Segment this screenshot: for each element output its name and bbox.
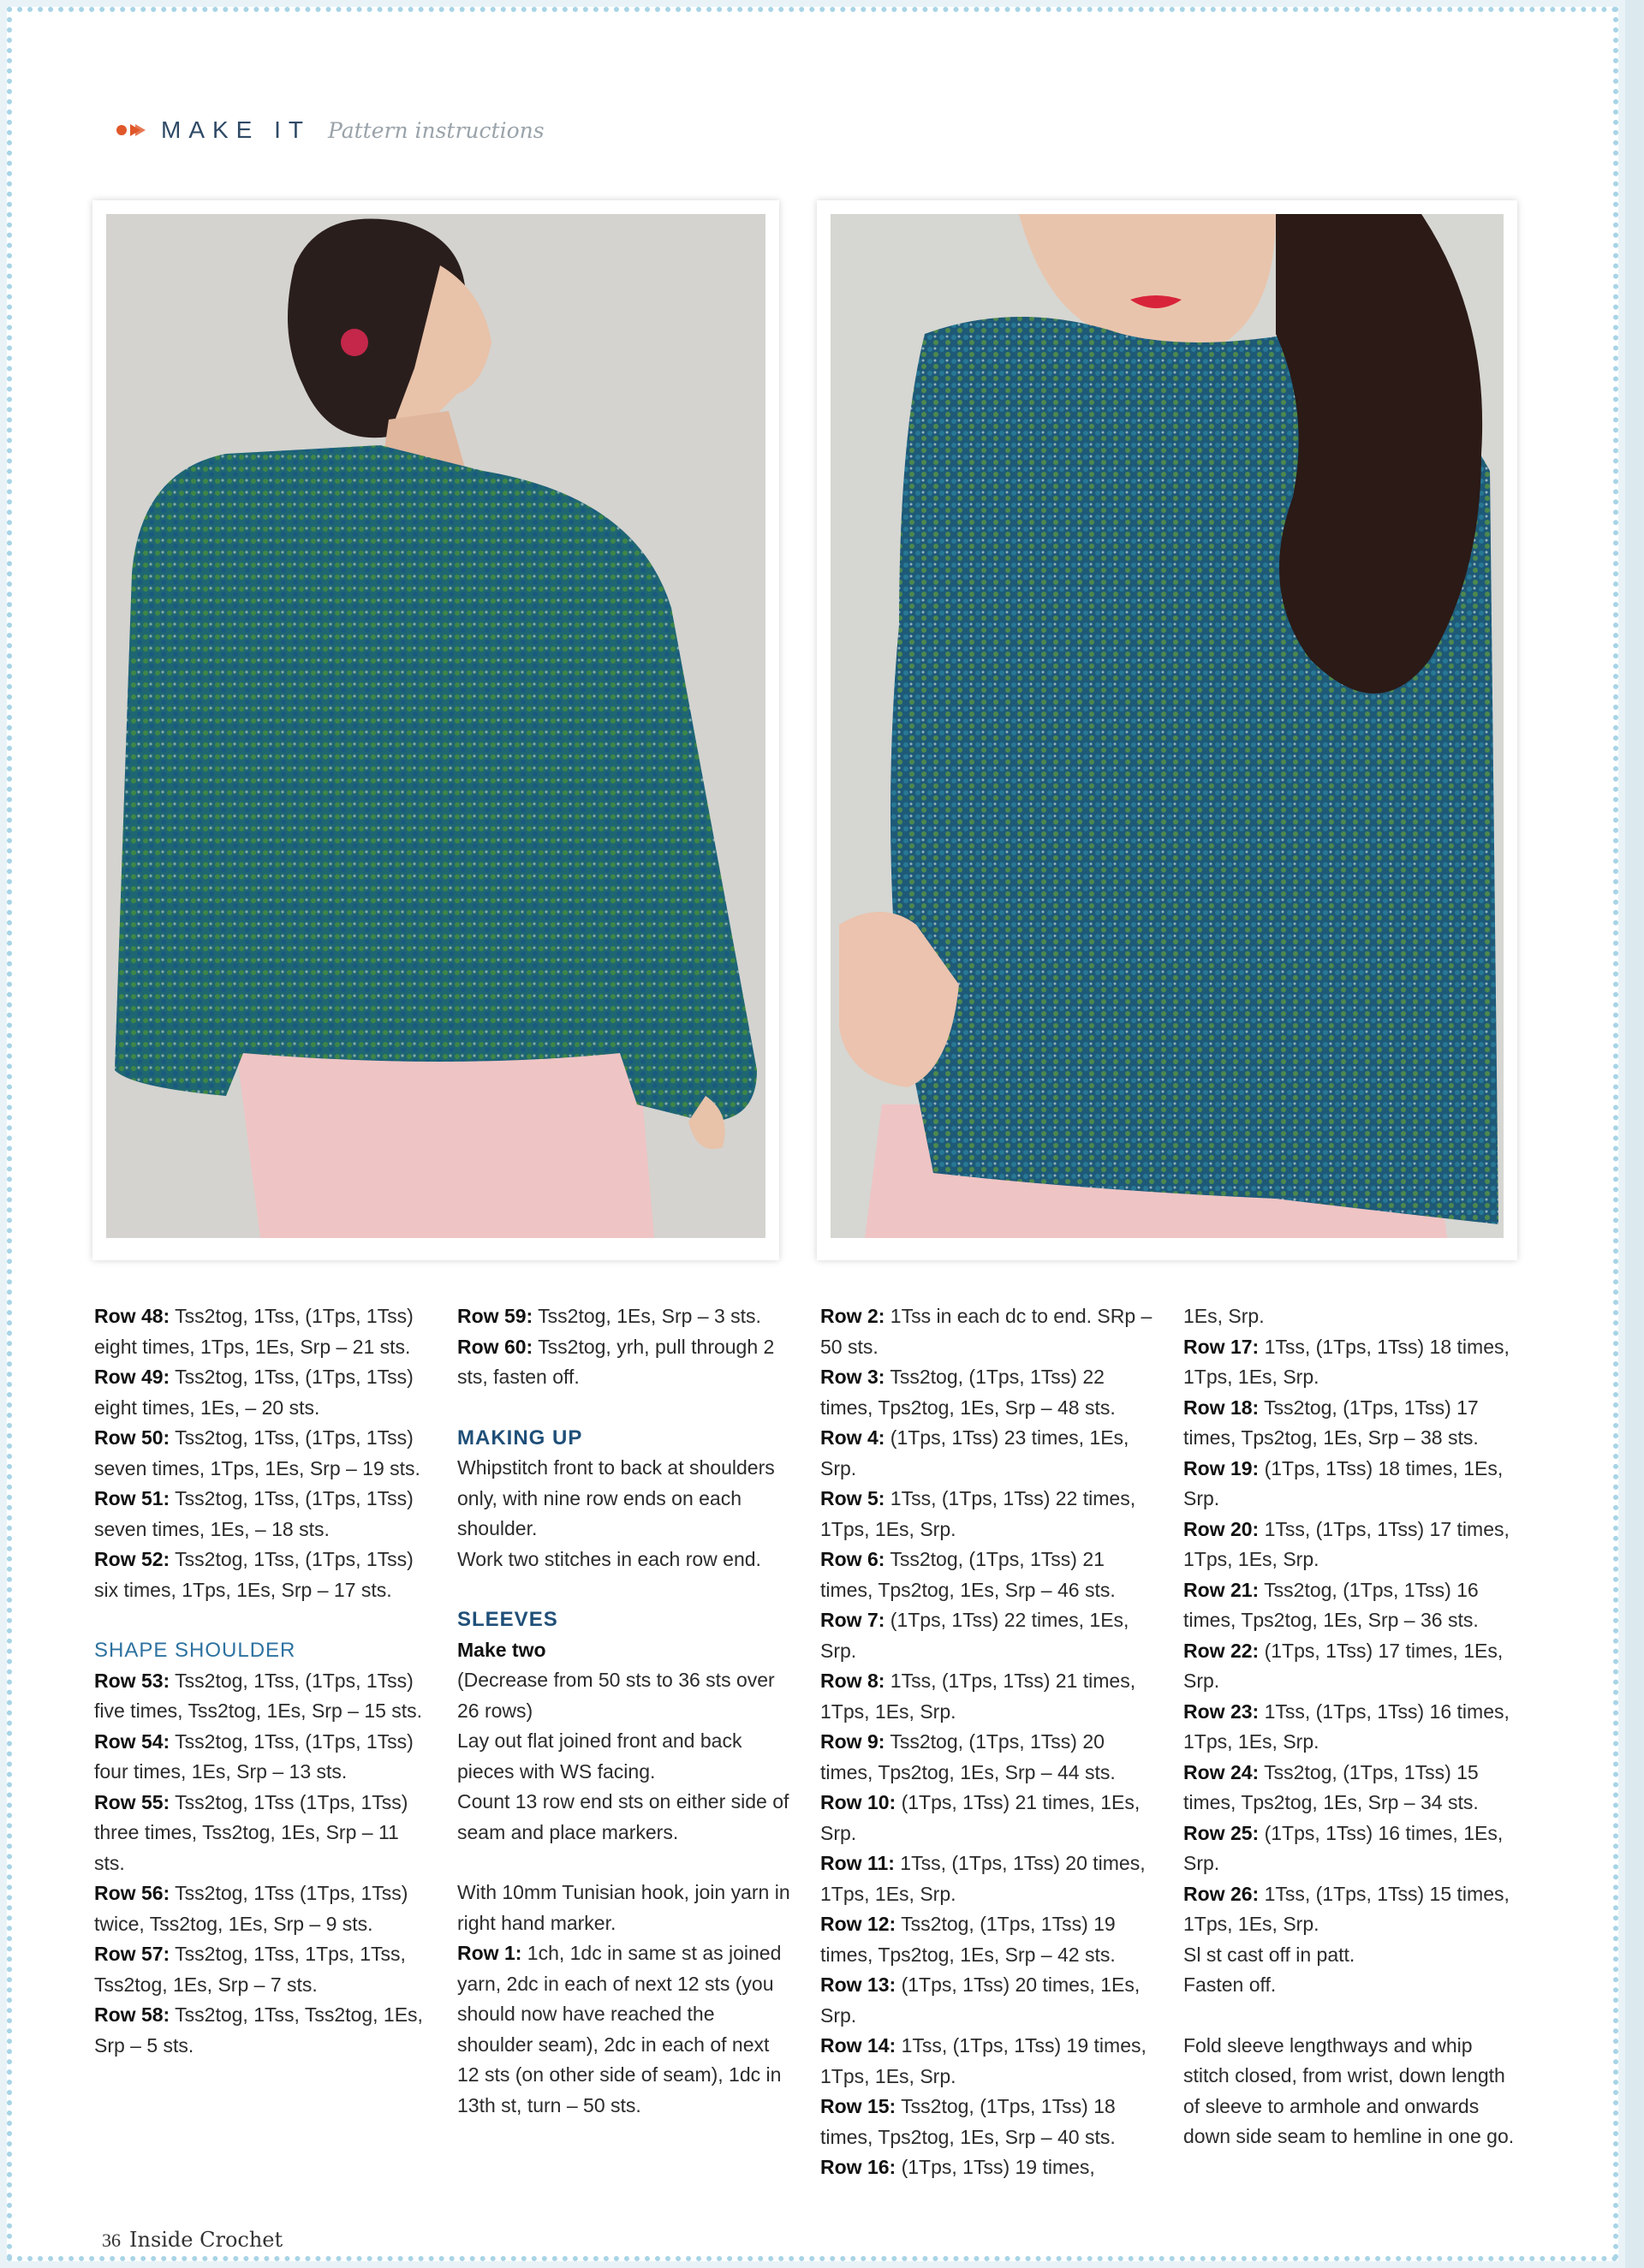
row-text: Tss2tog, 1Tss, 1Tps, 1Tss, Tss2tog, 1Es, Srp – 7 sts. xyxy=(94,1943,406,1996)
row-text: Tss2tog, yrh, pull through 2 sts, fasten off. xyxy=(457,1335,775,1388)
row-label: Row 49: xyxy=(94,1366,170,1388)
row-text: 1Tss, (1Tps, 1Tss) 18 times, 1Tps, 1Es, Srp. xyxy=(1183,1335,1510,1388)
pattern-row xyxy=(820,2092,1159,2152)
page-edge xyxy=(1625,0,1644,2268)
row-text: (1Tps, 1Tss) 18 times, 1Es, Srp. xyxy=(1183,1456,1504,1509)
pattern-row xyxy=(457,1332,795,1393)
row-text: Tss2tog, 1Tss, (1Tps, 1Tss) eight times, 1Es, – 20 sts. xyxy=(94,1366,414,1419)
col3-rows xyxy=(820,1301,1159,2183)
pattern-row xyxy=(820,1909,1159,1970)
pattern-row xyxy=(94,1939,432,2000)
row-label: Row 57: xyxy=(94,1943,170,1965)
row-text: Tss2tog, 1Tss, Tss2tog, 1Es, Srp – 5 sts. xyxy=(94,2003,423,2057)
row-text: 1Tss, (1Tps, 1Tss) 22 times, 1Tps, 1Es, Srp. xyxy=(820,1487,1136,1540)
row-label: Row 13: xyxy=(820,1973,896,1996)
row-text: Tss2tog, 1Tss (1Tps, 1Tss) three times, Tss2tog, 1Es, Srp – 11 sts. xyxy=(94,1790,408,1874)
pattern-row xyxy=(94,1878,432,1939)
row-label: Row 55: xyxy=(94,1790,170,1813)
row-text: Tss2tog, 1Tss (1Tps, 1Tss) twice, Tss2tog, 1Es, Srp – 9 sts. xyxy=(94,1882,408,1935)
text-column-2 xyxy=(457,1301,795,2121)
pattern-row xyxy=(820,1788,1159,1848)
making-up-text2: Work two stitches in each row end. xyxy=(457,1547,761,1570)
section-title: MAKE IT xyxy=(161,116,312,143)
row-label: Row 8: xyxy=(820,1670,885,1692)
col4-rows xyxy=(1183,1332,1522,1940)
row-label: Row 1: xyxy=(457,1942,522,1964)
spacer xyxy=(457,1848,795,1878)
row-label: Row 20: xyxy=(1183,1517,1260,1540)
row-text: Tss2tog, 1Tss, (1Tps, 1Tss) seven times, 1Tps, 1Es, Srp – 19 sts. xyxy=(94,1426,420,1479)
section-header xyxy=(115,113,545,147)
row-text: Tss2tog, (1Tps, 1Tss) 16 times, Tps2tog, 1Es, Srp – 36 sts. xyxy=(1183,1578,1479,1631)
pattern-row xyxy=(94,1362,432,1423)
row-text: (1Tps, 1Tss) 16 times, 1Es, Srp. xyxy=(1183,1821,1504,1874)
making-up-text: Whipstitch front to back at shoulders only, with nine row ends on each shoulder. xyxy=(457,1456,775,1539)
row-label: Row 56: xyxy=(94,1882,170,1904)
row-text: (1Tps, 1Tss) 17 times, 1Es, Srp. xyxy=(1183,1639,1504,1692)
row-label: Row 7: xyxy=(820,1609,885,1631)
row-label: Row 23: xyxy=(1183,1700,1260,1723)
row-label: Row 48: xyxy=(94,1305,170,1327)
row-text: Tss2tog, (1Tps, 1Tss) 22 times, Tps2tog, 1Es, Srp – 48 sts. xyxy=(820,1366,1116,1419)
row-text: Tss2tog, (1Tps, 1Tss) 18 times, Tps2tog, 1Es, Srp – 40 sts. xyxy=(820,2095,1116,2148)
row-text: 1Tss, (1Tps, 1Tss) 21 times, 1Tps, 1Es, Srp. xyxy=(820,1670,1136,1723)
row-label: Row 17: xyxy=(1183,1335,1260,1358)
row-label: Row 16: xyxy=(820,2156,896,2178)
text-column-1 xyxy=(94,1301,432,2061)
pattern-row xyxy=(820,1970,1159,2031)
row-text: 1Tss, (1Tps, 1Tss) 15 times, 1Tps, 1Es, Srp. xyxy=(1183,1882,1510,1935)
row-label: Row 3: xyxy=(820,1366,885,1388)
row-label: Row 5: xyxy=(820,1487,885,1509)
pattern-row xyxy=(820,2031,1159,2092)
row-text: Tss2tog, (1Tps, 1Tss) 20 times, Tps2tog, 1Es, Srp – 44 sts. xyxy=(820,1730,1116,1783)
pattern-row xyxy=(820,1666,1159,1727)
pattern-row xyxy=(94,1484,432,1545)
row-label: Row 4: xyxy=(820,1426,885,1449)
pattern-row xyxy=(1183,1454,1522,1515)
row-text: Tss2tog, 1Tss, (1Tps, 1Tss) six times, 1Tps, 1Es, Srp – 17 sts. xyxy=(94,1548,414,1601)
row-text: (1Tps, 1Tss) 19 times, xyxy=(896,2156,1095,2178)
pattern-row xyxy=(94,1788,432,1879)
page-number: 36 xyxy=(102,2229,121,2251)
row-text: 1Tss, (1Tps, 1Tss) 19 times, 1Tps, 1Es, Srp. xyxy=(820,2034,1147,2087)
pattern-row xyxy=(1183,1758,1522,1819)
pattern-row xyxy=(1183,1393,1522,1454)
row-text: 1ch, 1dc in same st as joined yarn, 2dc in each of next 12 sts (you should now have reached the shoulder seam), 2dc in each of next 12 sts (on other side of seam), 1dc in 13th st, turn – 50 sts. xyxy=(457,1942,782,2116)
row-label: Row 2: xyxy=(820,1305,885,1327)
row-text: (1Tps, 1Tss) 22 times, 1Es, Srp. xyxy=(820,1609,1129,1662)
row-text: (1Tps, 1Tss) 21 times, 1Es, Srp. xyxy=(820,1791,1141,1844)
row-text: Tss2tog, (1Tps, 1Tss) 21 times, Tps2tog, 1Es, Srp – 46 sts. xyxy=(820,1548,1116,1601)
row-label: Row 26: xyxy=(1183,1882,1260,1905)
magazine-page xyxy=(7,7,1618,2261)
row-text: Tss2tog, 1Tss, (1Tps, 1Tss) seven times, 1Es, – 18 sts. xyxy=(94,1487,414,1540)
row-text: Tss2tog, 1Tss, (1Tps, 1Tss) four times, 1Es, Srp – 13 sts. xyxy=(94,1729,414,1783)
row-text: Tss2tog, 1Tss, (1Tps, 1Tss) eight times, 1Tps, 1Es, Srp – 21 sts. xyxy=(94,1305,414,1358)
pattern-row xyxy=(820,2152,1159,2183)
row-text: Tss2tog, 1Tss, (1Tps, 1Tss) five times, Tss2tog, 1Es, Srp – 15 sts. xyxy=(94,1669,423,1722)
row-label: Row 22: xyxy=(1183,1639,1260,1662)
pattern-row xyxy=(94,1666,432,1727)
row-label: Row 11: xyxy=(820,1852,895,1874)
row-label: Row 54: xyxy=(94,1729,170,1753)
pattern-row xyxy=(1183,1636,1522,1697)
col2-rows xyxy=(457,1301,795,1393)
row-label: Row 6: xyxy=(820,1548,885,1570)
pattern-row xyxy=(820,1301,1159,1362)
sleeves-text-4: With 10mm Tunisian hook, join yarn in right hand marker. xyxy=(457,1881,790,1934)
sleeves-text-2: Lay out flat joined front and back pieces with WS facing. xyxy=(457,1729,742,1783)
pattern-row xyxy=(1183,1879,1522,1940)
text-column-4 xyxy=(1183,1301,1522,2152)
sleeve-row-1 xyxy=(457,1938,795,2121)
pattern-row xyxy=(94,1545,432,1605)
pattern-row xyxy=(820,1423,1159,1484)
make-two-label: Make two xyxy=(457,1638,546,1661)
pattern-row xyxy=(1183,1819,1522,1879)
sleeves-text-3: Count 13 row end sts on either side of seam and place markers. xyxy=(457,1790,789,1843)
pattern-row xyxy=(820,1727,1159,1788)
row-text: (1Tps, 1Tss) 23 times, 1Es, Srp. xyxy=(820,1426,1129,1479)
col1-rows2 xyxy=(94,1666,432,2062)
sleeves-heading: SLEEVES xyxy=(457,1608,558,1631)
pattern-row xyxy=(1183,1697,1522,1758)
front-view-photo xyxy=(831,214,1504,1238)
row-label: Row 19: xyxy=(1183,1456,1260,1479)
magazine-name: Inside Crochet xyxy=(129,2228,283,2252)
pattern-row xyxy=(1183,1332,1522,1393)
shape-shoulder-heading: SHAPE SHOULDER xyxy=(94,1639,296,1662)
row-text: 1Tss in each dc to end. SRp – 50 sts. xyxy=(820,1305,1153,1358)
pattern-row xyxy=(1183,1575,1522,1636)
row-text: Tss2tog, (1Tps, 1Tss) 17 times, Tps2tog, 1Es, Srp – 38 sts. xyxy=(1183,1396,1479,1449)
front-view-photo-frame xyxy=(817,200,1517,1260)
row-label: Row 12: xyxy=(820,1913,896,1935)
fasten-text: Fasten off. xyxy=(1183,1973,1277,1996)
row-text: 1Tss, (1Tps, 1Tss) 16 times, 1Tps, 1Es, Srp. xyxy=(1183,1700,1510,1753)
row-text: Tss2tog, (1Tps, 1Tss) 15 times, Tps2tog, 1Es, Srp – 34 sts. xyxy=(1183,1760,1479,1813)
row-label: Row 60: xyxy=(457,1335,533,1358)
col4-lead: 1Es, Srp. xyxy=(1183,1305,1265,1327)
back-view-photo xyxy=(106,214,765,1238)
pattern-row xyxy=(457,1301,795,1332)
pattern-row xyxy=(820,1484,1159,1545)
row-label: Row 10: xyxy=(820,1791,896,1813)
spacer xyxy=(1183,2001,1522,2031)
arrow-bullet-icon xyxy=(115,122,149,139)
row-label: Row 59: xyxy=(457,1305,533,1327)
text-column-3 xyxy=(820,1301,1159,2183)
finishing-text: Fold sleeve lengthways and whip stitch closed, from wrist, down length of sleeve to armhole and onwards down side seam to hemline in one go. xyxy=(1183,2033,1515,2147)
row-label: Row 24: xyxy=(1183,1760,1260,1783)
pattern-row xyxy=(820,1848,1159,1909)
row-label: Row 53: xyxy=(94,1669,170,1692)
row-label: Row 50: xyxy=(94,1426,170,1449)
row-label: Row 25: xyxy=(1183,1821,1260,1844)
pattern-row xyxy=(820,1545,1159,1605)
row-label: Row 15: xyxy=(820,2095,896,2117)
castoff-text: Sl st cast off in patt. xyxy=(1183,1943,1355,1966)
row-label: Row 18: xyxy=(1183,1396,1260,1419)
row-label: Row 58: xyxy=(94,2003,170,2026)
pattern-row xyxy=(820,1605,1159,1666)
col1-rows xyxy=(94,1301,432,1605)
section-subtitle: Pattern instructions xyxy=(328,117,545,143)
back-view-photo-frame xyxy=(92,200,779,1260)
row-label: Row 14: xyxy=(820,2034,896,2057)
page-footer xyxy=(102,2228,283,2252)
making-up-heading: MAKING UP xyxy=(457,1426,583,1449)
row-label: Row 21: xyxy=(1183,1578,1260,1601)
row-text: 1Tss, (1Tps, 1Tss) 17 times, 1Tps, 1Es, Srp. xyxy=(1183,1517,1510,1570)
row-label: Row 9: xyxy=(820,1730,885,1753)
sleeves-text-1: (Decrease from 50 sts to 36 sts over 26 rows) xyxy=(457,1669,775,1722)
row-text: (1Tps, 1Tss) 20 times, 1Es, Srp. xyxy=(820,1973,1141,2027)
row-label: Row 52: xyxy=(94,1548,170,1570)
row-label: Row 51: xyxy=(94,1487,170,1509)
pattern-row xyxy=(94,1423,432,1484)
pattern-row xyxy=(94,1727,432,1788)
pattern-row xyxy=(94,2000,432,2061)
pattern-row xyxy=(820,1362,1159,1423)
row-text: 1Tss, (1Tps, 1Tss) 20 times, 1Tps, 1Es, Srp. xyxy=(820,1852,1146,1905)
row-text: Tss2tog, 1Es, Srp – 3 sts. xyxy=(533,1305,761,1327)
pattern-row xyxy=(94,1301,432,1362)
row-text: Tss2tog, (1Tps, 1Tss) 19 times, Tps2tog, 1Es, Srp – 42 sts. xyxy=(820,1913,1116,1966)
pattern-row xyxy=(1183,1515,1522,1575)
